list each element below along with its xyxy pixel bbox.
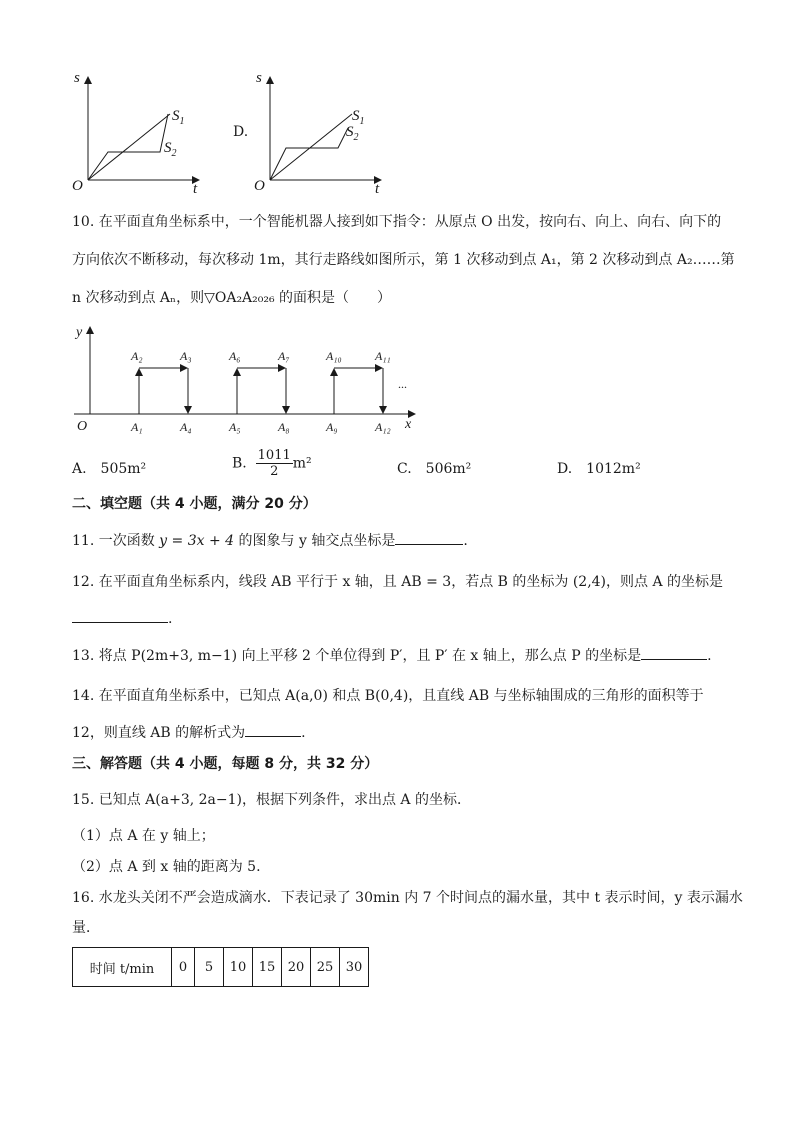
q10-line1: 10. 在平面直角坐标系中，一个智能机器人接到如下指令：从原点 O 出发，按向右、向上、向右、向下的 bbox=[72, 214, 722, 230]
q13: 13. 将点 P(2m+3, m−1) 向上平移 2 个单位得到 P′，且 P′ 在 x 轴上，那么点 P 的坐标是 . bbox=[72, 645, 712, 666]
q16-line1: 16. 水龙头关闭不严会造成滴水．下表记录了 30min 内 7 个时间点的漏水量，其中 t 表示时间，y 表示漏水 bbox=[72, 890, 743, 906]
q12-answer-blank[interactable] bbox=[72, 608, 168, 623]
graph-c-s2: $S_2$ bbox=[164, 140, 177, 159]
table-cell: 5 bbox=[195, 948, 224, 987]
q16-line2: 量． bbox=[72, 920, 100, 936]
q15-sub2: （2）点 A 到 x 轴的距离为 5. bbox=[72, 859, 261, 875]
leak-table bbox=[72, 947, 369, 987]
walk-point-label: A₅ bbox=[229, 420, 241, 434]
walk-point-label: A₄ bbox=[180, 420, 192, 434]
table-cell: 20 bbox=[282, 948, 311, 987]
table-cell: 15 bbox=[253, 948, 282, 987]
table-cell: 0 bbox=[172, 948, 195, 987]
q14-line2: 12，则直线 AB 的解析式为 . bbox=[72, 722, 306, 743]
table-cell: 25 bbox=[311, 948, 340, 987]
walk-point-label: A₁₂ bbox=[375, 420, 391, 434]
graph-d-axis-t: t bbox=[375, 181, 380, 196]
section2-title: 二、填空题（共 4 小题，满分 20 分） bbox=[72, 496, 317, 512]
walk-point-label: A₃ bbox=[180, 349, 192, 363]
graph-c-axis-s: s bbox=[74, 70, 80, 86]
section3-title: 三、解答题（共 4 小题，每题 8 分，共 32 分） bbox=[72, 756, 379, 772]
walk-point-label: A₁ bbox=[131, 420, 143, 434]
walk-point-label: A₁₀ bbox=[326, 349, 342, 363]
q12-line1: 12. 在平面直角坐标系内，线段 AB 平行于 x 轴，且 AB = 3，若点 B 的坐标为 (2,4)，则点 A 的坐标是 bbox=[72, 574, 724, 590]
q14-answer-blank[interactable] bbox=[245, 722, 301, 737]
walk-point-label: A₆ bbox=[229, 349, 241, 363]
walk-ellipsis: ... bbox=[398, 377, 407, 391]
table-row bbox=[73, 948, 369, 987]
table-cell: 30 bbox=[340, 948, 369, 987]
walk-diagram bbox=[72, 322, 422, 440]
walk-point-label: A₉ bbox=[326, 420, 338, 434]
q12-line2: . bbox=[72, 608, 172, 629]
table-cell: 10 bbox=[224, 948, 253, 987]
graph-d-s1: $S_1$ bbox=[352, 108, 365, 127]
walk-axis-x: x bbox=[405, 417, 412, 432]
q10-line3: n 次移动到点 Aₙ，则▽OA₂A₂₀₂₆ 的面积是（ ） bbox=[72, 290, 392, 306]
q11: 11. 一次函数 y = 3x + 4 的图象与 y 轴交点坐标是 . bbox=[72, 530, 468, 551]
q10-line2: 方向依次不断移动，每次移动 1m，其行走路线如图所示，第 1 次移动到点 A₁，第 2 次移动到点 A₂……第 bbox=[72, 252, 735, 268]
walk-origin: O bbox=[77, 419, 88, 434]
graph-d-origin: O bbox=[254, 178, 265, 194]
walk-point-label: A₈ bbox=[278, 420, 290, 434]
graph-d bbox=[242, 68, 392, 196]
graph-c-origin: O bbox=[72, 178, 83, 194]
q15-line1: 15. 已知点 A(a+3, 2a−1)，根据下列条件，求出点 A 的坐标． bbox=[72, 792, 471, 808]
graph-c-s1: $S_1$ bbox=[172, 108, 185, 127]
q10-option-d: D. 1012m² bbox=[557, 461, 641, 477]
option-d-label: D. bbox=[233, 124, 249, 140]
q10-option-b: B. $\frac{1011}{2}$ m² bbox=[232, 448, 312, 479]
q10-option-c: C. 506m² bbox=[397, 461, 472, 477]
walk-axis-y: y bbox=[76, 325, 83, 340]
q11-answer-blank[interactable] bbox=[395, 530, 463, 545]
table-header-cell: 时间 t/min bbox=[73, 948, 172, 987]
graph-d-s2: $S_2$ bbox=[346, 124, 359, 143]
q10-option-a: A. 505m² bbox=[72, 461, 147, 477]
graph-d-axis-s: s bbox=[256, 70, 262, 86]
q13-answer-blank[interactable] bbox=[641, 645, 707, 660]
q14-line1: 14. 在平面直角坐标系中，已知点 A(a,0) 和点 B(0,4)，且直线 AB 与坐标轴围成的三角形的面积等于 bbox=[72, 688, 704, 704]
graph-c bbox=[60, 68, 210, 196]
walk-point-label: A₇ bbox=[278, 349, 290, 363]
walk-point-label: A₂ bbox=[131, 349, 143, 363]
q15-sub1: （1）点 A 在 y 轴上； bbox=[72, 828, 215, 844]
walk-point-label: A₁₁ bbox=[375, 349, 391, 363]
graph-c-axis-t: t bbox=[193, 181, 198, 196]
